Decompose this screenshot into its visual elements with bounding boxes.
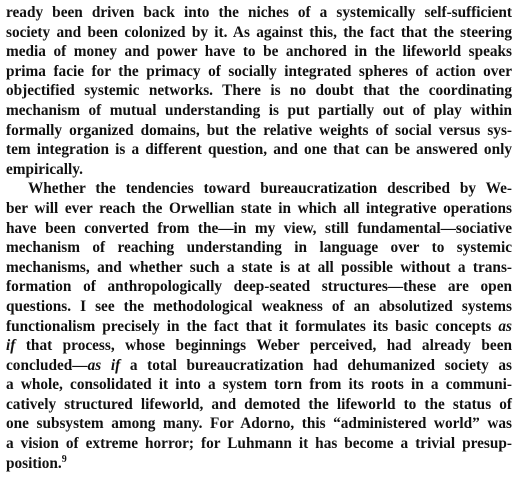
- text-line: [6, 317, 512, 337]
- text-line: mechanisms, and whether such a state is at all possible without a trans-: [6, 258, 512, 276]
- document-page: [6, 3, 512, 473]
- text-line: formation of anthropologically deep-seated structures—these are open: [6, 278, 512, 296]
- footnote-marker[interactable]: 9: [61, 453, 67, 465]
- text-run: concluded—: [6, 356, 88, 374]
- italic-run: if: [6, 337, 16, 355]
- text-line: one subsystem among many. For Adorno, this “administered world” was: [6, 415, 512, 433]
- italic-run: as: [498, 317, 512, 335]
- text-line: questions. I see the methodological weakness of an absolutized systems: [6, 297, 512, 315]
- text-line: catively structured lifeworld, and demoted the lifeworld to the status of: [6, 395, 512, 413]
- text-line: society and been colonized by it. As against this, the fact that the steering: [6, 23, 512, 41]
- text-line: formally organized domains, but the relative weights of social versus sys-: [6, 121, 512, 139]
- text-line: [6, 454, 512, 474]
- paragraph-1: [6, 3, 512, 179]
- text-line: ber will ever reach the Orwellian state in which all integrative operations: [6, 199, 512, 217]
- text-line: tem integration is a different question, and one that can be answered only: [6, 141, 512, 159]
- text-line: mechanism of mutual understanding is put partially out of play within: [6, 101, 512, 119]
- text-line: [6, 336, 512, 356]
- text-line: ready been driven back into the niches of a systemically self-sufficient: [6, 4, 512, 21]
- text-line: a whole, consolidated it into a system torn from its roots in a communi-: [6, 376, 512, 394]
- text-line: mechanism of reaching understanding in language over to systemic: [6, 239, 512, 257]
- text-line: a vision of extreme horror; for Luhmann it has become a trivial presup-: [6, 435, 512, 453]
- text-run: that process, whose beginnings Weber perceived, had already been: [15, 337, 512, 355]
- text-line: have been converted from the—in my view, still fundamental—sociative: [6, 219, 512, 237]
- paragraph-2: [6, 179, 512, 473]
- text-line: empirically.: [6, 160, 83, 178]
- text-line: Whether the tendencies toward bureaucratization described by We-: [28, 180, 512, 198]
- text-line: objectified systemic networks. There is no doubt that the coordinating: [6, 82, 512, 100]
- text-line: [6, 356, 512, 376]
- italic-run: as if: [87, 356, 121, 374]
- text-line: prima facie for the primacy of socially integrated spheres of action over: [6, 62, 512, 80]
- text-run: a total bureaucratization had dehumanized society as: [120, 356, 512, 374]
- text-run: position.: [6, 454, 62, 472]
- text-line: media of money and power have to be anchored in the lifeworld speaks: [6, 43, 512, 61]
- text-run: functionalism precisely in the fact that it formulates its basic concepts: [6, 317, 492, 335]
